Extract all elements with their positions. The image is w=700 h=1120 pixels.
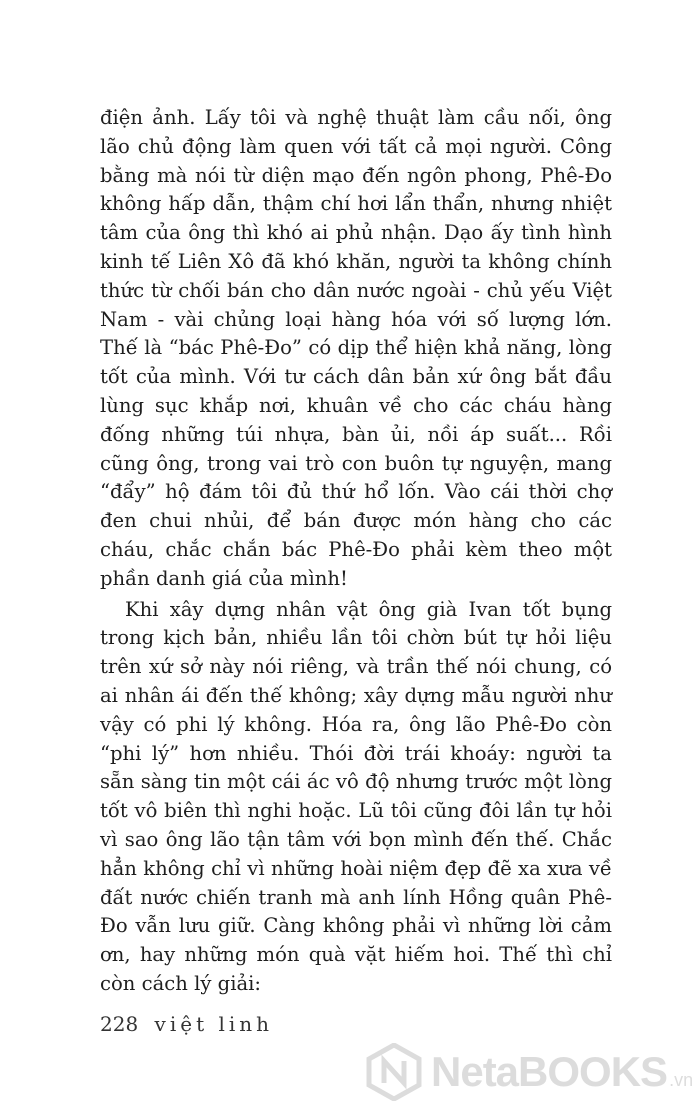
page-footer <box>100 1012 273 1036</box>
paragraph-1: điện ảnh. Lấy tôi và nghệ thuật làm cầu nối, ông lão chủ động làm quen với tất cả mọi người. Công bằng mà nói từ diện mạo đến ngôn phong, Phê-Đo không hấp dẫn, thậm chí hơi lẩn thẩn, nhưng nhiệt tâm của ông thì khó ai phủ nhận. Dạo ấy tình hình kinh tế Liên Xô đã khó khăn, người ta không chính thức từ chối bán cho dân nước ngoài - chủ yếu Việt Nam - vài chủng loại hàng hóa với số lượng lớn. Thế là “bác Phê-Đo” có dịp thể hiện khả năng, lòng tốt của mình. Với tư cách dân bản xứ ông bắt đầu lùng sục khắp nơi, khuân về cho các cháu hàng đống những túi nhựa, bàn ủi, nồi áp suất... Rồi cũng ông, trong vai trò con buôn tự nguyện, mang “đẩy” hộ đám tôi đủ thứ hổ lốn. Vào cái thời chợ đen chui nhủi, để bán được món hàng cho các cháu, chắc chắn bác Phê-Đo phải kèm theo một phần danh giá của mình! <box>100 106 612 590</box>
page-body <box>100 104 612 999</box>
paragraph-2: Khi xây dựng nhân vật ông già Ivan tốt bụng trong kịch bản, nhiều lần tôi chờn bút tự hỏi liệu trên xứ sở này nói riêng, và trần thế nói chung, có ai nhân ái đến thế không; xây dựng mẫu người như vậy có phi lý không. Hóa ra, ông lão Phê-Đo còn “phi lý” hơn nhiều. Thói đời trái khoáy: người ta sẵn sàng tin một cái ác vô độ nhưng trước một lòng tốt vô biên thì nghi hoặc. Lũ tôi cũng đôi lần tự hỏi vì sao ông lão tận tâm với bọn mình đến thế. Chắc hẳn không chỉ vì những hoài niệm đẹp đẽ xa xưa về đất nước chiến tranh mà anh lính Hồng quân Phê-Đo vẫn lưu giữ. Càng không phải vì những lời cảm ơn, hay những món quà vặt hiếm hoi. Thế thì chỉ còn cách lý giải: <box>100 597 612 995</box>
author-name: việt linh <box>154 1012 274 1036</box>
watermark-text <box>431 1048 693 1096</box>
page-number: 228 <box>100 1012 139 1036</box>
watermark-suffix: .vn <box>669 1070 694 1090</box>
watermark-brand: NetaBOOKS <box>431 1048 668 1095</box>
netabooks-watermark <box>365 1032 695 1112</box>
netabooks-logo-icon <box>365 1043 423 1101</box>
